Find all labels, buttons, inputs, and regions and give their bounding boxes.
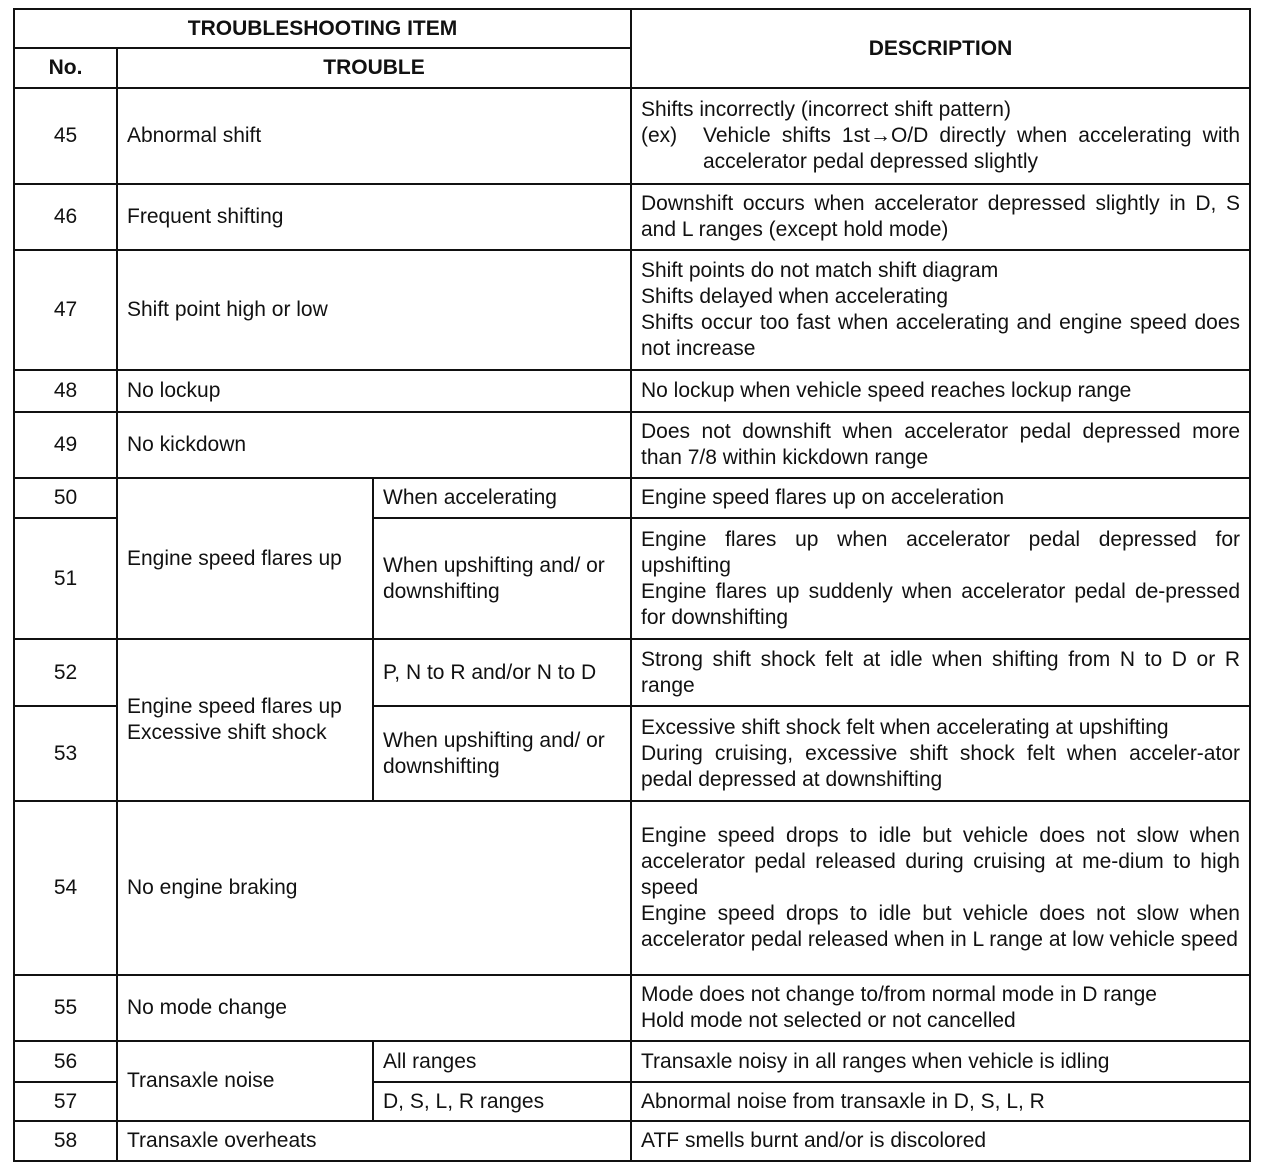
row-number: 50: [14, 478, 117, 518]
description-cell: No lockup when vehicle speed reaches lockup range: [631, 370, 1250, 412]
description-line: During cruising, excessive shift shock felt when acceler-ator pedal depressed at downshifting: [641, 741, 1240, 791]
description-line: Shift points do not match shift diagram: [641, 259, 999, 282]
example-block: [641, 123, 1240, 175]
description-line: Engine speed drops to idle but vehicle does not slow when accelerator pedal released during cruising at me-dium to high speed: [641, 824, 1240, 899]
description-cell: Engine speed flares up on acceleration: [631, 478, 1250, 518]
table-row-50: [14, 478, 1250, 518]
row-number: 53: [14, 706, 117, 801]
trouble-cell: No kickdown: [117, 412, 631, 478]
description-cell: Downshift occurs when accelerator depressed slightly in D, S and L ranges (except hold mode): [631, 184, 1250, 250]
description-cell: [631, 706, 1250, 801]
trouble-header: TROUBLE: [117, 48, 631, 88]
trouble-cell: No engine braking: [117, 801, 631, 975]
description-cell: Does not downshift when accelerator pedal depressed more than 7/8 within kickdown range: [631, 412, 1250, 478]
description-line: Engine speed drops to idle but vehicle does not slow when accelerator pedal released when in L range at low vehicle speed: [641, 902, 1240, 951]
description-cell: [631, 518, 1250, 639]
trouble-line: Engine speed flares up: [127, 695, 342, 718]
description-cell: Abnormal noise from transaxle in D, S, L, R: [631, 1082, 1250, 1121]
description-line: Engine flares up suddenly when accelerator pedal de-pressed for downshifting: [641, 579, 1240, 629]
trouble-cell: [117, 639, 373, 801]
trouble-cell: Transaxle noise: [117, 1041, 373, 1121]
table-row-56: [14, 1041, 1250, 1082]
description-cell: [631, 801, 1250, 975]
row-number: 56: [14, 1041, 117, 1082]
description-line: Excessive shift shock felt when accelerating at upshifting: [641, 715, 1169, 739]
example-text: Vehicle shifts 1st→O/D directly when accelerating with accelerator pedal depressed slightly: [703, 124, 1240, 173]
row-number: 49: [14, 412, 117, 478]
condition-cell: When upshifting and/ or downshifting: [373, 518, 631, 639]
condition-cell: When accelerating: [373, 478, 631, 518]
trouble-cell: No mode change: [117, 975, 631, 1041]
no-header: No.: [14, 48, 117, 88]
description-cell: [631, 250, 1250, 370]
table-row-58: [14, 1121, 1250, 1161]
row-number: 57: [14, 1082, 117, 1121]
row-number: 58: [14, 1121, 117, 1161]
description-line: Shifts incorrectly (incorrect shift pattern): [641, 98, 1011, 121]
description-line: Mode does not change to/from normal mode in D range: [641, 983, 1157, 1006]
row-number: 48: [14, 370, 117, 412]
table-row-54: [14, 801, 1250, 975]
troubleshooting-table: [13, 8, 1251, 1162]
table-row-52: [14, 639, 1250, 706]
description-cell: [631, 88, 1250, 184]
trouble-cell: Transaxle overheats: [117, 1121, 631, 1161]
condition-cell: P, N to R and/or N to D: [373, 639, 631, 706]
description-cell: Strong shift shock felt at idle when shifting from N to D or R range: [631, 639, 1250, 706]
table-row-47: [14, 250, 1250, 370]
description-line: Hold mode not selected or not cancelled: [641, 1009, 1016, 1032]
row-number: 47: [14, 250, 117, 370]
description-line: Shifts occur too fast when accelerating and engine speed does not increase: [641, 311, 1240, 360]
description-line: Shifts delayed when accelerating: [641, 285, 949, 308]
row-number: 52: [14, 639, 117, 706]
condition-cell: When upshifting and/ or downshifting: [373, 706, 631, 801]
table-row-49: [14, 412, 1250, 478]
row-number: 55: [14, 975, 117, 1041]
trouble-cell: Abnormal shift: [117, 88, 631, 184]
row-number: 45: [14, 88, 117, 184]
row-number: 51: [14, 518, 117, 639]
trouble-cell: Frequent shifting: [117, 184, 631, 250]
description-line: Engine flares up when accelerator pedal depressed for upshifting: [641, 527, 1240, 577]
condition-cell: All ranges: [373, 1041, 631, 1082]
trouble-line: Excessive shift shock: [127, 721, 327, 744]
trouble-cell: Shift point high or low: [117, 250, 631, 370]
trouble-cell: No lockup: [117, 370, 631, 412]
table-row-46: [14, 184, 1250, 250]
trouble-cell: Engine speed flares up: [117, 478, 373, 639]
description-cell: Transaxle noisy in all ranges when vehicle is idling: [631, 1041, 1250, 1082]
table-row-45: [14, 88, 1250, 184]
description-cell: [631, 975, 1250, 1041]
example-label: (ex): [641, 124, 678, 147]
description-header: DESCRIPTION: [631, 9, 1250, 88]
condition-cell: D, S, L, R ranges: [373, 1082, 631, 1121]
table-row-48: [14, 370, 1250, 412]
row-number: 46: [14, 184, 117, 250]
table-row-55: [14, 975, 1250, 1041]
troubleshooting-item-header: TROUBLESHOOTING ITEM: [14, 9, 631, 48]
description-cell: ATF smells burnt and/or is discolored: [631, 1121, 1250, 1161]
row-number: 54: [14, 801, 117, 975]
